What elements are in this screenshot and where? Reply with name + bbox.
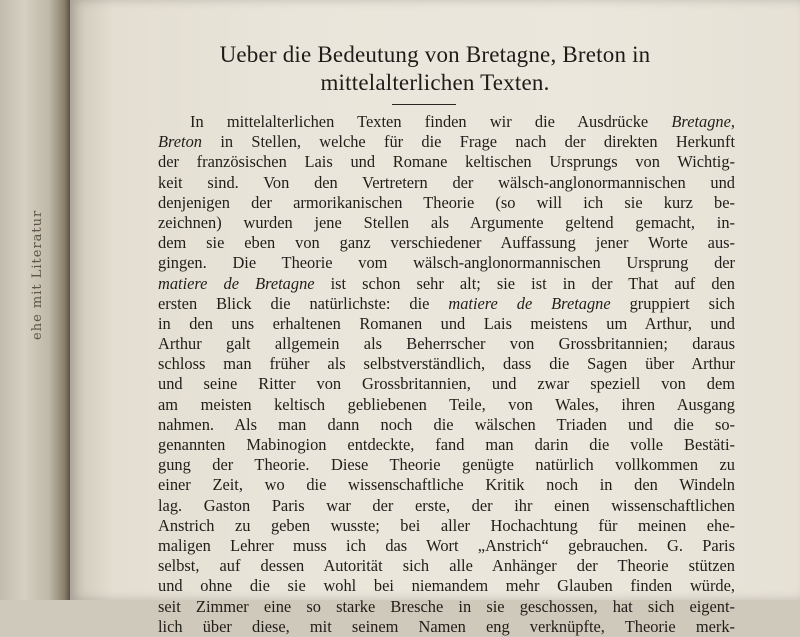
text-line: nahmen. Als man dann noch die wälschen Triaden und die so- [158,414,735,434]
text-line: Breton in Stellen, welche für die Frage nach der direkten Herkunft [158,132,735,152]
text-line: genannten Mabinogion entdeckte, fand man darin die volle Bestäti- [158,435,735,454]
text-line: zeichnen) wurden jene Stellen als Argumente geltend gemacht, in- [158,212,735,232]
text-line: und ohne die sie wohl bei niemandem mehr Glauben finden würde, [158,576,735,596]
body-text [158,112,735,637]
heading-line-2: mittelalterlichen Texten. [320,70,550,95]
text-line: einer Zeit, wo die wissenschaftliche Kritik noch in den Windeln [158,475,735,495]
text-line: maligen Lehrer muss ich das Wort „Anstrich“ gebrauchen. G. Paris [158,535,735,555]
text-line: lich über diese, mit seinem Namen eng verknüpfte, Theorie merk- [158,616,735,636]
text-line: am meisten keltisch gebliebenen Teile, von Wales, ihren Ausgang [158,394,735,414]
text-line: Arthur galt allgemein als Beherrscher von Grossbritannien; daraus [158,334,735,354]
text-line: der französischen Lais und Romane keltischen Ursprungs von Wichtig- [158,152,735,172]
text-line: dem sie eben von ganz verschiedener Auffassung jener Worte aus- [158,233,735,253]
heading-line-1: Ueber die Bedeutung von Bretagne, Breton in [219,42,651,67]
text-line: In mittelalterlichen Texten finden wir die Ausdrücke Bretagne, [190,112,735,131]
text-line: schloss man früher als selbstverständlich, dass die Sagen über Arthur [158,354,735,374]
text-line: gingen. Die Theorie vom wälsch-anglonormannischen Ursprung der [158,253,735,273]
book-page [70,0,800,636]
heading-rule [392,104,456,105]
left-page-edge [0,0,70,600]
text-line: ersten Blick die natürlichste: die matiere de Bretagne gruppiert sich [158,293,735,313]
spine-text: ehe mit Literatur [30,209,45,340]
text-line: lag. Gaston Paris war der erste, der ihr einen wissenschaftlichen [158,495,735,515]
text-line: in den uns erhaltenen Romanen und Lais meistens um Arthur, und [158,313,735,333]
text-line: und seine Ritter von Grossbritannien, und zwar speziell von dem [158,374,735,394]
text-line: Anstrich zu geben wusste; bei aller Hochachtung für meinen ehe- [158,515,735,535]
text-line: selbst, auf dessen Autorität sich alle Anhänger der Theorie stützen [158,556,735,576]
text-line: denjenigen der armorikanischen Theorie (so will ich sie kurz be- [158,192,735,212]
text-line: keit sind. Von den Vertretern der wälsch-anglonormannischen und [158,172,735,192]
text-line: gung der Theorie. Diese Theorie genügte natürlich vollkommen zu [158,455,735,475]
text-line: matiere de Bretagne ist schon sehr alt; sie ist in der That auf den [158,273,735,293]
text-line: seit Zimmer eine so starke Bresche in sie geschossen, hat sich eigent- [158,596,735,616]
